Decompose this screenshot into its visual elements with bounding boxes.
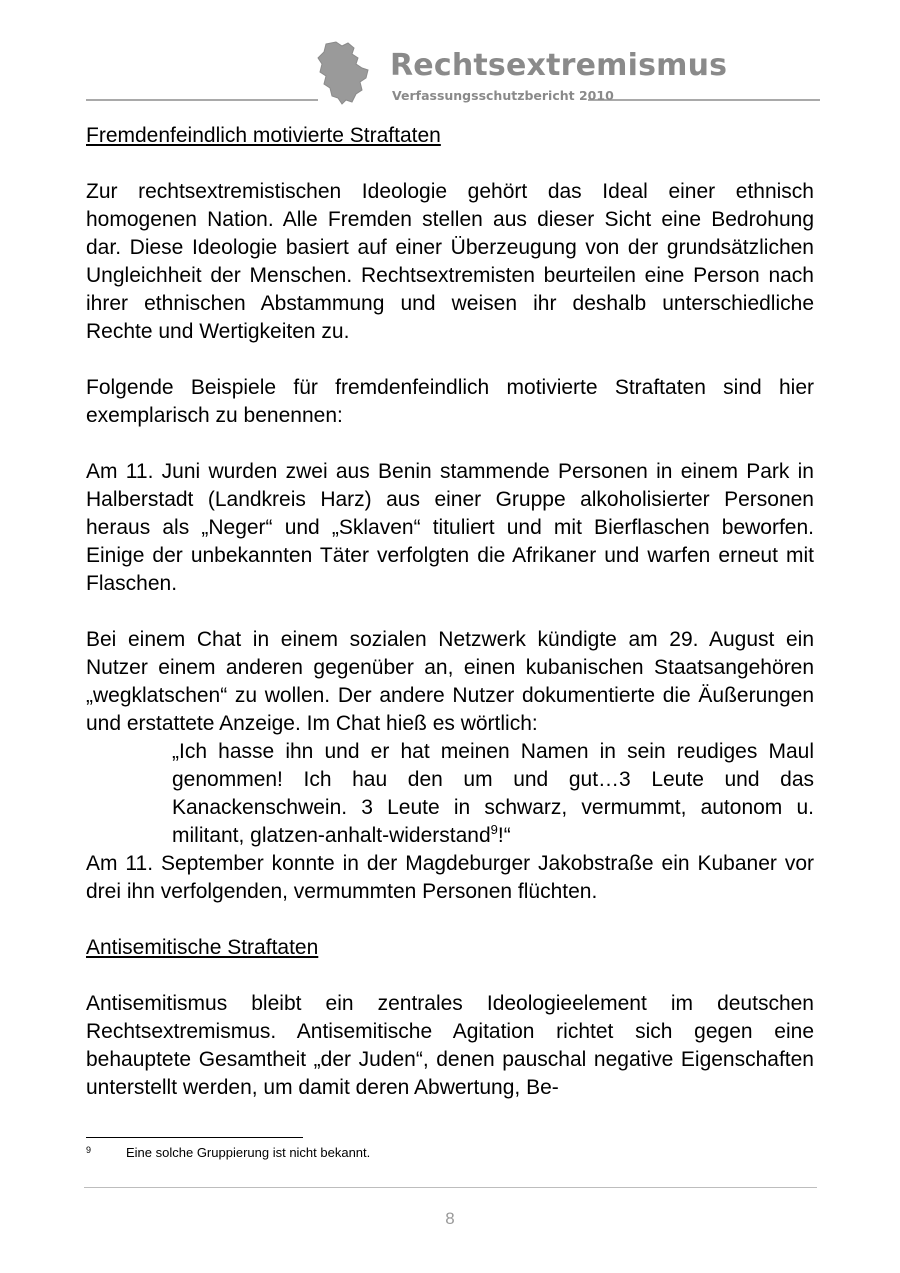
paragraph-examples-intro: Folgende Beispiele für fremdenfeindlich motivierte Straftaten sind hier exemplarisch zu benennen:: [86, 376, 814, 427]
section-heading-fremdenfeindlich: Fremdenfeindlich motivierte Straftaten: [86, 124, 441, 147]
header-rule-right: [588, 99, 820, 101]
footnote: [86, 1144, 814, 1162]
footnote-number: 9: [86, 1145, 92, 1155]
section-heading-antisemitisch: Antisemitische Straftaten: [86, 936, 319, 959]
footnote-text: Eine solche Gruppierung ist nicht bekannt.: [126, 1145, 371, 1160]
paragraph-halberstadt: Am 11. Juni wurden zwei aus Benin stammende Personen in einem Park in Halberstadt (Landkreis Harz) aus einer Gruppe alkoholisierter Personen heraus als „Neger“ und „Sklaven“ tituliert und mit Bierflaschen beworfen. Einige der unbekannten Täter verfolgten die Afrikaner und warfen erneut mit Flaschen.: [86, 460, 814, 595]
page-content: [86, 122, 814, 1102]
paragraph-antisemitism: Antisemitismus bleibt ein zentrales Ideologieelement im deutschen Rechtsextremismus. Antisemitische Agitation richtet sich gegen eine behauptete Gesamtheit „der Juden“, denen pauschal negative Eigenschaften unterstellt werden, um damit deren Abwertung, Be-: [86, 992, 814, 1099]
page-header: [0, 0, 900, 110]
paragraph-magdeburg: Am 11. September konnte in der Magdeburger Jakobstraße ein Kubaner vor drei ihn verfolgenden, vermummten Personen flüchten.: [86, 852, 814, 903]
footer-rule: [84, 1187, 817, 1188]
header-subtitle: Verfassungsschutzbericht 2010: [392, 88, 614, 103]
chat-quote-end: !“: [497, 824, 511, 847]
header-title: Rechtsextremismus: [390, 48, 728, 83]
saxony-anhalt-map-icon: [316, 40, 374, 106]
paragraph-ideology: Zur rechtsextremistischen Ideologie gehört das Ideal einer ethnisch homogenen Nation. Alle Fremden stellen aus dieser Sicht eine Bedrohung dar. Diese Ideologie basiert auf einer Überzeugung von der grundsätzlichen Ungleichheit der Menschen. Rechtsextremisten beurteilen eine Person nach ihrer ethnischen Abstammung und weisen ihr deshalb unterschiedliche Rechte und Wertigkeiten zu.: [86, 180, 814, 343]
page-number: 8: [445, 1209, 455, 1228]
chat-quote: [172, 738, 814, 850]
header-rule-left: [86, 99, 318, 101]
chat-quote-text: „Ich hasse ihn und er hat meinen Namen in sein reudiges Maul genommen! Ich hau den um und gut…3 Leute und das Kanackenschwein. 3 Leute in schwarz, vermummt, autonom u. militant, glatzen-anhalt-widerstand: [172, 740, 814, 847]
paragraph-chat: Bei einem Chat in einem sozialen Netzwerk kündigte am 29. August ein Nutzer einem anderen gegenüber an, einen kubanischen Staatsangehören „wegklatschen“ zu wollen. Der andere Nutzer dokumentierte die Äußerungen und erstattete Anzeige. Im Chat hieß es wörtlich:: [86, 628, 814, 735]
footnote-separator: [86, 1137, 303, 1138]
footnote-reference[interactable]: 9: [490, 822, 498, 837]
